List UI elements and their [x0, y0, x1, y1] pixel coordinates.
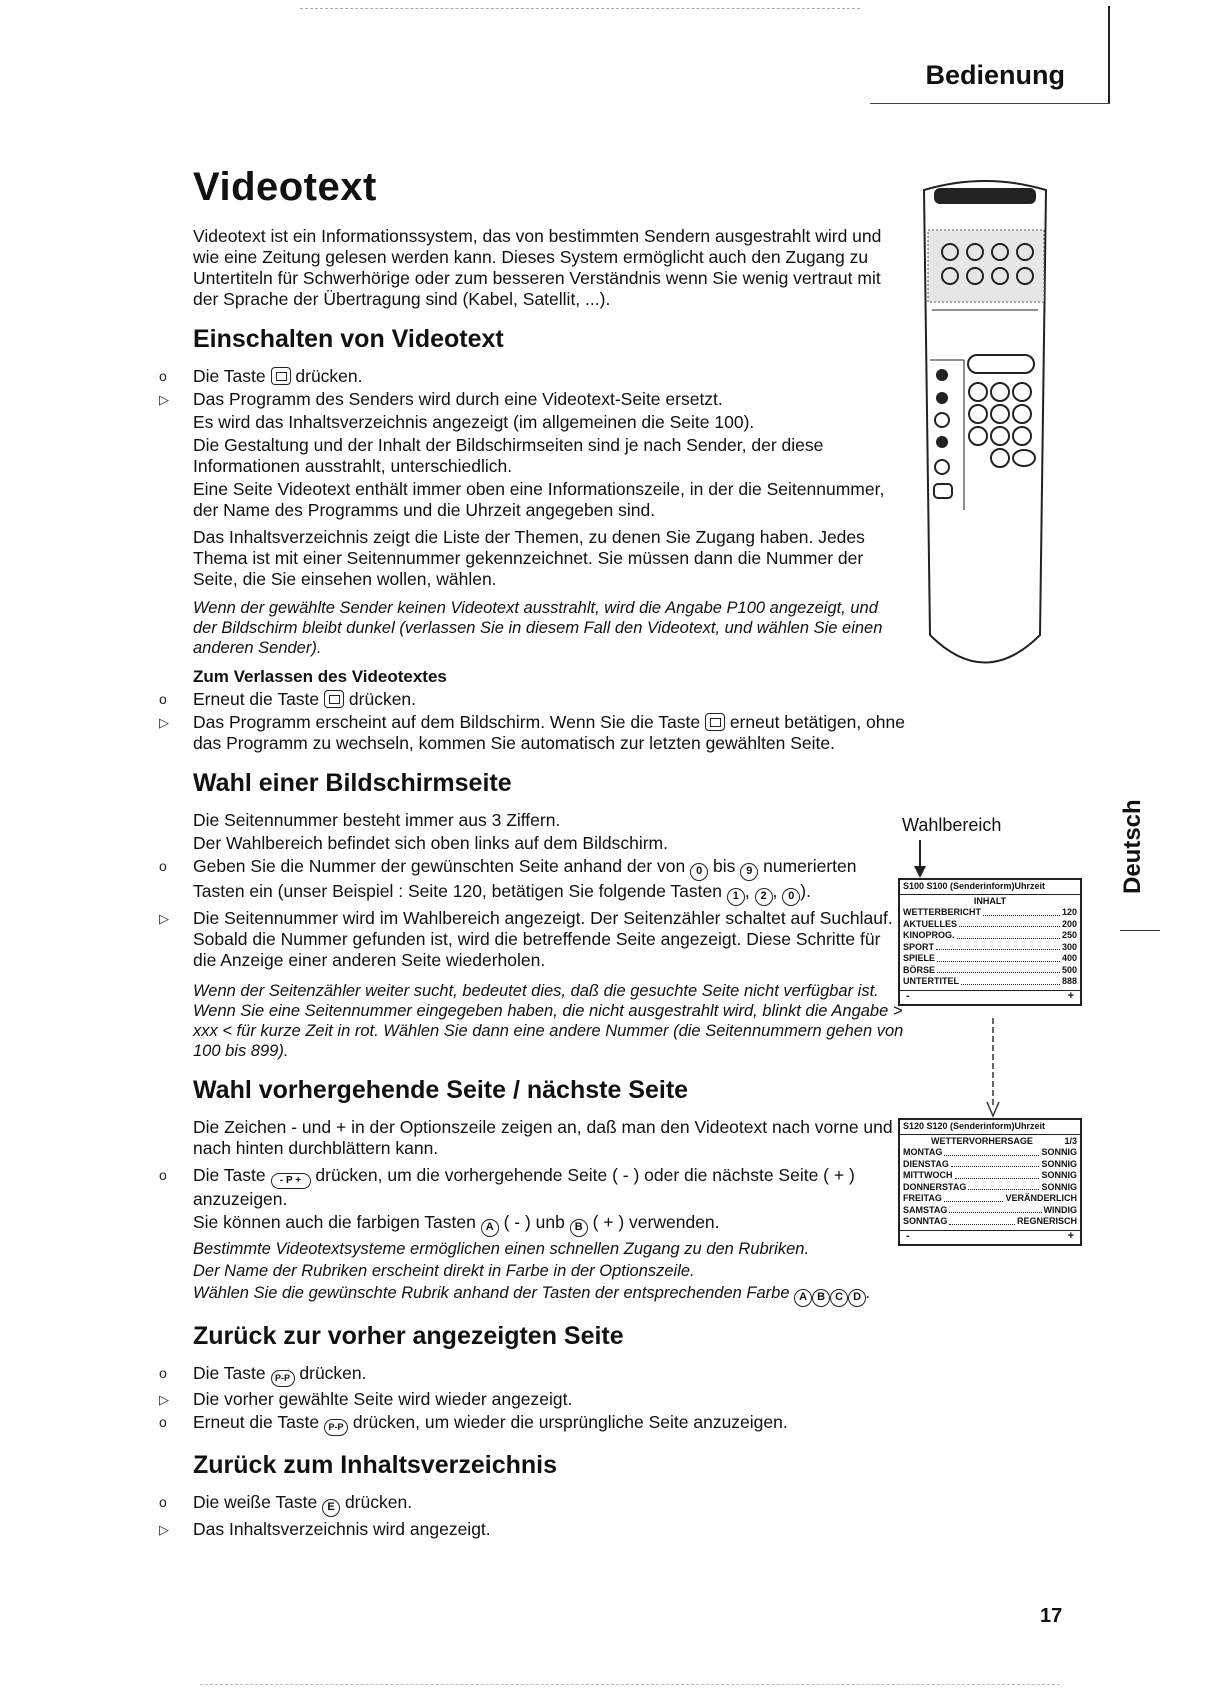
result-teletext-page: ▷ Das Programm des Senders wird durch eine Videotext-Seite ersetzt. — [193, 389, 905, 410]
key-a-icon: A — [794, 1289, 812, 1307]
teletext-row-label: UNTERTITEL — [903, 976, 959, 986]
pp-key-icon: P-P — [324, 1419, 348, 1436]
teletext-row-value: 200 — [1061, 918, 1077, 929]
teletext-key-icon — [271, 367, 291, 385]
header-vertical-rule — [1108, 6, 1110, 104]
teletext-row-value: REGNERISCH — [1016, 1216, 1077, 1226]
pp-key-icon: P-P — [271, 1370, 295, 1387]
teletext-row — [903, 965, 1077, 977]
teletext-row-label: SPIELE — [903, 953, 936, 963]
step-press-teletext: o Die Taste drücken. — [193, 366, 905, 387]
teletext-row — [903, 919, 1077, 931]
heading-prev-next: Wahl vorhergehende Seite / nächste Seite — [193, 1076, 689, 1104]
teletext-row-label: BÖRSE — [903, 964, 936, 975]
teletext-row — [903, 976, 1077, 988]
teletext-row — [903, 1147, 1077, 1159]
key-b-icon: B — [812, 1289, 830, 1307]
main-content — [193, 226, 905, 1542]
header-rule — [870, 103, 1110, 104]
result-program-shown: ▷ Das Programm erscheint auf dem Bildschirm. Wenn Sie die Taste erneut betätigen, ohne das Programm zu wechseln, kommen Sie automatisch zur letzten gewählten Seite. — [193, 712, 905, 754]
step-press-again: o Erneut die Taste drücken. — [193, 689, 905, 710]
selection-area-label: Wahlbereich — [902, 815, 1002, 835]
teletext-row-leader — [949, 1216, 1015, 1225]
key-b-icon: B — [570, 1219, 588, 1237]
step-press-pp: o Die Taste P-P drücken. — [193, 1363, 905, 1387]
teletext-row-label: DIENSTAG — [903, 1158, 949, 1169]
note-fast-access: Bestimmte Videotextsysteme ermöglichen einen schnellen Zugang zu den Rubriken. — [193, 1240, 810, 1258]
teletext-row — [903, 930, 1077, 942]
teletext-row-label: SPORT — [903, 941, 935, 952]
teletext-screen-index — [898, 878, 1082, 1006]
teletext-row-value: SONNIG — [1041, 1181, 1077, 1192]
teletext-header: S120 S120 (Senderinform)Uhrzeit — [900, 1120, 1080, 1135]
teletext-header: S100 S100 (Senderinform)Uhrzeit — [900, 880, 1080, 895]
teletext-row-leader — [968, 1182, 1039, 1191]
step-press-pill: o Die Taste - P + drücken, um die vorhergehende Seite ( - ) oder die nächste Seite ( + ) anzuzeigen. — [193, 1165, 905, 1210]
teletext-row-label: SONNTAG — [903, 1216, 948, 1226]
minus-indicator: - — [906, 1229, 910, 1242]
teletext-row-leader — [944, 1193, 1004, 1202]
section-label: Bedienung — [925, 60, 1065, 90]
paragraph-selection-area: Der Wahlbereich befindet sich oben links auf dem Bildschirm. — [193, 833, 668, 853]
key-e-icon: E — [322, 1499, 340, 1517]
result-index-shown: ▷ Das Inhaltsverzeichnis wird angezeigt. — [193, 1519, 905, 1540]
teletext-row-leader — [961, 976, 1060, 985]
paragraph-color-keys: Sie können auch die farbigen Tasten A ( - ) unb B ( + ) verwenden. — [193, 1212, 905, 1237]
teletext-row — [903, 1205, 1077, 1217]
teletext-title: INHALT — [973, 895, 1007, 906]
paragraph-3-digits: Die Seitennummer besteht immer aus 3 Ziffern. — [193, 810, 561, 830]
step-press-pp-again: o Erneut die Taste P-P drücken, um wieder die ursprüngliche Seite anzuzeigen. — [193, 1412, 905, 1436]
paragraph-infoline: Eine Seite Videotext enthält immer oben eine Informationszeile, in der die Seitennummer, der Name des Programms und die Uhrzeit angegeben sind. — [193, 479, 885, 520]
heading-wahl-seite: Wahl einer Bildschirmseite — [193, 769, 512, 797]
teletext-row-label: DONNERSTAG — [903, 1181, 967, 1192]
teletext-row-value: 120 — [1061, 907, 1077, 917]
step-press-white: o Die weiße Taste E drücken. — [193, 1492, 905, 1517]
plus-indicator: + — [1067, 1229, 1074, 1242]
teletext-row-leader — [959, 919, 1060, 928]
top-scan-line — [300, 8, 860, 9]
plus-indicator: + — [1067, 989, 1074, 1002]
note-rubric-color: Der Name der Rubriken erscheint direkt in Farbe in der Optionszeile. — [193, 1262, 695, 1280]
teletext-row-value: SONNIG — [1041, 1158, 1077, 1169]
flow-arrow-icon — [985, 1018, 1001, 1118]
teletext-row-label: MONTAG — [903, 1147, 943, 1157]
key-c-icon: C — [830, 1289, 848, 1307]
key-d-icon: D — [848, 1289, 866, 1307]
teletext-row-value: 888 — [1061, 976, 1077, 986]
teletext-row — [903, 1159, 1077, 1171]
teletext-row-label: FREITAG — [903, 1193, 942, 1203]
key-1-icon: 1 — [727, 888, 745, 906]
paragraph-layout: Die Gestaltung und der Inhalt der Bildschirmseiten sind je nach Sender, der diese Informationen ausstrahlt, unterschiedlich. — [193, 435, 824, 476]
teletext-row — [903, 953, 1077, 965]
teletext-row-leader — [957, 930, 1060, 939]
key-2-icon: 2 — [755, 888, 773, 906]
note-choose-rubric: Wählen Sie die gewünschte Rubrik anhand der Tasten der entsprechenden Farbe A B C D . — [193, 1283, 905, 1307]
heading-back-to-index: Zurück zum Inhaltsverzeichnis — [193, 1451, 557, 1479]
teletext-row-leader — [944, 1147, 1039, 1156]
teletext-row — [903, 1216, 1077, 1228]
teletext-row-label: MITTWOCH — [903, 1170, 953, 1180]
teletext-row-value: 500 — [1061, 964, 1077, 975]
paragraph-option-line: Die Zeichen - und + in der Optionszeile zeigen an, daß man den Videotext nach vorne und nach hinten durchblättern kann. — [193, 1117, 893, 1158]
key-9-icon: 9 — [740, 863, 758, 881]
teletext-row-label: WETTERBERICHT — [903, 907, 981, 917]
note-no-teletext: Wenn der gewählte Sender keinen Videotext ausstrahlt, wird die Angabe P100 angezeigt, und der Bildschirm bleibt dunkel (verlassen Sie in diesem Fall den Videotext, und wählen Sie einen anderen Sender). — [193, 599, 883, 657]
teletext-row-leader — [955, 1170, 1040, 1179]
teletext-title: WETTERVORHERSAGE — [931, 1135, 1033, 1146]
teletext-row — [903, 942, 1077, 954]
step-enter-number: o Geben Sie die Nummer der gewünschten Seite anhand der von 0 bis 9 numerierten Tasten ein (unser Beispiel : Seite 120, betätigen Sie folgende Tasten 1 , 2 , 0 ). — [193, 856, 905, 906]
teletext-row-leader — [937, 953, 1060, 962]
teletext-key-icon — [324, 690, 344, 708]
page-title: Videotext — [193, 165, 377, 209]
teletext-row-label: KINOPROG. — [903, 930, 955, 940]
side-rule — [1120, 930, 1160, 931]
teletext-row — [903, 1193, 1077, 1205]
teletext-row-label: AKTUELLES — [903, 918, 957, 929]
teletext-row-leader — [937, 965, 1060, 974]
key-a-icon: A — [481, 1219, 499, 1237]
teletext-row-leader — [983, 907, 1060, 916]
page-number: 17 — [1040, 1605, 1063, 1627]
teletext-screen-weather — [898, 1118, 1082, 1246]
result-page-search: ▷ Die Seitennummer wird im Wahlbereich angezeigt. Der Seitenzähler schaltet auf Suchlauf. Sobald die Nummer gefunden ist, wird die betreffende Seite angezeigt. Diese Schritte für die Anzeige einer anderen Seite wiederholen. — [193, 908, 905, 971]
teletext-row-value: SONNIG — [1041, 1170, 1077, 1180]
teletext-row — [903, 1182, 1077, 1194]
remote-control-illustration — [920, 180, 1050, 670]
teletext-row-value: 250 — [1061, 930, 1077, 940]
teletext-page-counter: 1/3 — [1064, 1135, 1077, 1146]
result-previous-shown: ▷ Die vorher gewählte Seite wird wieder angezeigt. — [193, 1389, 905, 1410]
subheading-exit: Zum Verlassen des Videotextes — [193, 667, 447, 686]
teletext-row-value: SONNIG — [1041, 1147, 1077, 1157]
minus-indicator: - — [906, 989, 910, 1002]
teletext-row-value: 400 — [1061, 953, 1077, 963]
bottom-scan-line — [200, 1684, 1060, 1685]
paragraph-topics: Das Inhaltsverzeichnis zeigt die Liste der Themen, zu denen Sie Zugang haben. Jedes Thema ist mit einer Seitennummer gekennzeichnet. Sie müssen dann die Nummer der Seite, die Sie einsehen wollen, wählen. — [193, 527, 865, 589]
paragraph-index: Es wird das Inhaltsverzeichnis angezeigt (im allgemeinen die Seite 100). — [193, 412, 755, 432]
heading-previous-page: Zurück zur vorher angezeigten Seite — [193, 1322, 624, 1350]
teletext-row-leader — [949, 1205, 1041, 1214]
down-arrow-icon — [912, 840, 928, 880]
teletext-row-value: 300 — [1061, 941, 1077, 952]
teletext-row-value: WINDIG — [1043, 1204, 1077, 1215]
teletext-row-leader — [936, 942, 1060, 951]
note-page-unavailable: Wenn der Seitenzähler weiter sucht, bedeutet dies, daß die gesuchte Seite nicht verfügbar ist. Wenn Sie eine Seitennummer eingegeben haben, die nicht ausgestrahlt wird, blinkt die Angabe > xxx < für kurze Zeit in rot. Wählen Sie dann eine andere Nummer (die Seitennummern gehen von 100 bis 899). — [193, 982, 904, 1060]
teletext-row-label: SAMSTAG — [903, 1204, 948, 1215]
teletext-row-value: VERÄNDERLICH — [1005, 1193, 1077, 1203]
language-tab: Deutsch — [1119, 799, 1146, 894]
intro-paragraph: Videotext ist ein Informationssystem, das von bestimmten Sendern ausgestrahlt wird und wie eine Zeitung gelesen werden kann. Dieses System ermöglicht auch den Zugang zu Untertiteln für Schwerhörige oder zum besseren Verständnis wenn Sie wenig vertraut mit der Sprache der Übertragung sind (Kabel, Satellit, ...). — [193, 226, 882, 309]
program-up-down-key-icon: - P + — [271, 1173, 311, 1189]
key-0-icon: 0 — [782, 888, 800, 906]
teletext-row — [903, 1170, 1077, 1182]
teletext-row — [903, 907, 1077, 919]
key-0-icon: 0 — [690, 863, 708, 881]
teletext-row-leader — [951, 1159, 1040, 1168]
teletext-key-icon — [705, 713, 725, 731]
heading-einschalten: Einschalten von Videotext — [193, 325, 504, 353]
